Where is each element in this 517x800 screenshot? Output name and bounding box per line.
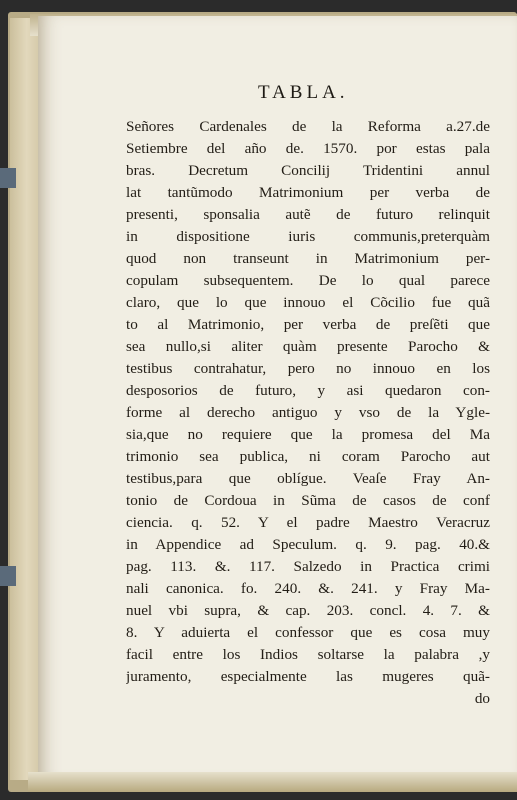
text-line: copulam subsequentem. De lo qual parece (126, 272, 490, 289)
page-bottom-shadow (28, 772, 517, 792)
bookmark-tab (0, 566, 16, 586)
text-line: sia,que no requiere que la promesa del Ma (126, 426, 490, 443)
text-line: pag. 113. &. 117. Salzedo in Practica crimi (126, 558, 490, 575)
text-line: sea nullo,si aliter quàm presente Parocho & (126, 338, 490, 355)
text-line: bras. Decretum Concilij Tridentini annul (126, 162, 490, 179)
text-line: Setiembre del año de. 1570. por estas pala (126, 140, 490, 157)
text-line: Señores Cardenales de la Reforma a.27.de (126, 118, 490, 135)
body-text (126, 116, 490, 710)
text-line: trimonio sea publica, ni coram Parocho aut (126, 448, 490, 465)
bookmark-tab (0, 168, 16, 188)
text-line: juramento, especialmente las mugeres quã- (126, 668, 490, 685)
text-line: facil entre los Indios soltarse la palabra ,y (126, 646, 490, 663)
page-stack-edge (10, 18, 40, 780)
text-line: ciencia. q. 52. Y el padre Maestro Veracruz (126, 514, 490, 531)
text-line: testibus,para que oblígue. Veaſe Fray An- (126, 470, 490, 487)
text-line: 8. Y aduierta el confessor que es cosa muy (126, 624, 490, 641)
text-line: lat tantũmodo Matrimonium per verba de (126, 184, 490, 201)
text-line: quod non transeunt in Matrimonium per- (126, 250, 490, 267)
text-line: presenti, sponsalia autẽ de futuro relinquit (126, 206, 490, 223)
text-line: desposorios de futuro, y asi quedaron con- (126, 382, 490, 399)
text-line: nuel vbi supra, & cap. 203. concl. 4. 7. & (126, 602, 490, 619)
text-line: in dispositione iuris communis,preterquàm (126, 228, 490, 245)
text-line: testibus contrahatur, pero no innouo en los (126, 360, 490, 377)
page-heading: TABLA. (258, 82, 349, 103)
text-line: tonio de Cordoua in Sũma de casos de conf (126, 492, 490, 509)
text-line: claro, que lo que innouo el Cõcilio fue quã (126, 294, 490, 311)
text-line: nali canonica. fo. 240. &. 241. y Fray Ma- (126, 580, 490, 597)
text-line: do (474, 690, 490, 707)
text-line: in Appendice ad Speculum. q. 9. pag. 40.& (126, 536, 490, 553)
text-line: forme al derecho antiguo y vso de la Ygle- (126, 404, 490, 421)
text-line: to al Matrimonio, per verba de preſẽti que (126, 316, 490, 333)
